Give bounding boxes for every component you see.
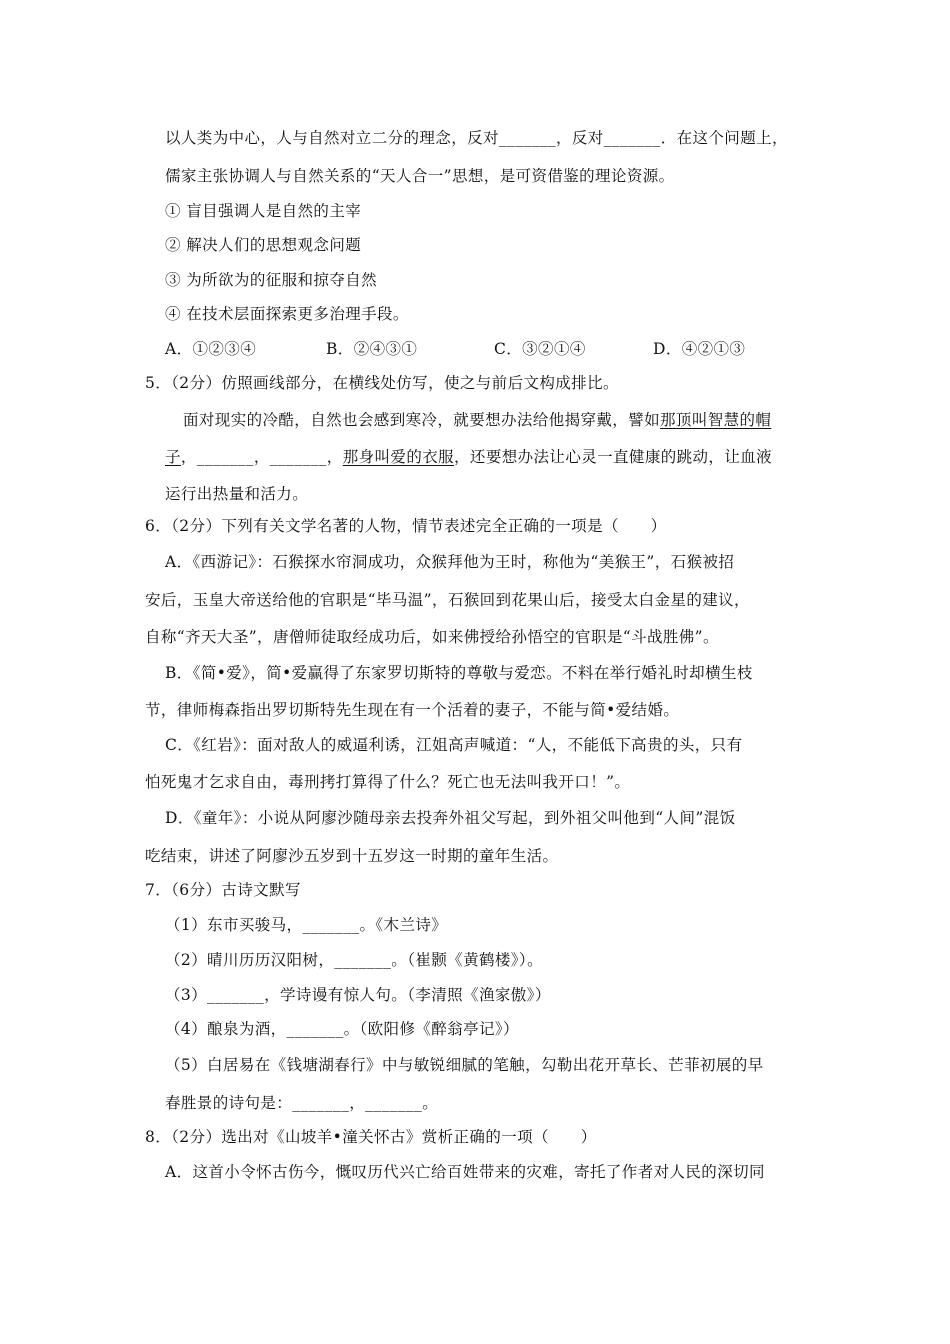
q4-option-b: B．②④③① xyxy=(326,340,418,358)
q4-option-c: C．③②①④ xyxy=(494,340,586,358)
q7-sub-4: （4）酿泉为酒，_______。（欧阳修《醉翁亭记》） xyxy=(165,1020,519,1038)
q7-stem: 7．（6分）古诗文默写 xyxy=(145,881,301,899)
q6-stem: 6．（2分）下列有关文学名著的人物，情节表述完全正确的一项是（ ） xyxy=(145,517,667,535)
q4-option-a: A．①②③④ xyxy=(165,340,257,358)
q5-stem: 5．（2分）仿照画线部分，在横线处仿写，使之与前后文构成排比。 xyxy=(145,374,619,392)
q6-option-d-line2: 吃结束，讲述了阿廖沙五岁到十五岁这一时期的童年生活。 xyxy=(145,847,559,865)
q6-option-b-line2: 节，律师梅森指出罗切斯特先生现在有一个活着的妻子，不能与简•爱结婚。 xyxy=(145,701,680,719)
q5-text: 面对现实的冷酷，自然也会感到寒冷，就要想办法给他揭穿戴，譬如 xyxy=(183,411,661,429)
q7-sub-5-line1: （5）白居易在《钱塘湖春行》中与敏锐细腻的笔触，勾勒出花开草长、芒菲初展的早 xyxy=(165,1056,764,1074)
q8-stem: 8．（2分）选出对《山坡羊•潼关怀古》赏析正确的一项（ ） xyxy=(145,1128,597,1146)
q5-text: ，还要想办法让心灵一直健康的跳动，让血液 xyxy=(454,448,773,466)
q4-line2: 儒家主张协调人与自然关系的“天人合一”思想，是可资借鉴的理论资源。 xyxy=(165,167,675,185)
q5-para-line3: 运行出热量和活力。 xyxy=(165,485,309,503)
q6-option-a-line3: 自称“齐天大圣”，唐僧师徒取经成功后，如来佛授给孙悟空的官职是“斗战胜佛”。 xyxy=(145,628,719,646)
q7-sub-2: （2）晴川历历汉阳树，_______。（崔颢《黄鹤楼》）。 xyxy=(165,951,543,969)
q4-item-3: ③ 为所欲为的征服和掠夺自然 xyxy=(165,271,378,289)
q4-item-2: ② 解决人们的思想观念问题 xyxy=(165,236,362,254)
q5-blanks: ，_______，_______， xyxy=(180,448,343,466)
q4-option-d: D．④②①③ xyxy=(653,340,746,358)
q5-underlined-phrase: 那顶叫智慧的帽 xyxy=(660,411,772,429)
q4-item-4: ④ 在技术层面探索更多治理手段。 xyxy=(165,305,409,323)
q6-option-c-line2: 怕死鬼才乞求自由，毒刑拷打算得了什么？死亡也无法叫我开口！”。 xyxy=(145,773,631,791)
q7-sub-5-line2: 春胜景的诗句是：_______，_______。 xyxy=(165,1094,439,1112)
q5-para-line1 xyxy=(183,410,771,430)
q5-underlined-phrase: 子 xyxy=(165,448,181,466)
q5-para-line2 xyxy=(165,447,772,467)
q7-sub-3: （3）_______，学诗谩有惊人句。（李清照《渔家傲》） xyxy=(165,986,551,1004)
q6-option-a-line2: 安后，玉皇大帝送给他的官职是“毕马温”，石猴回到花果山后，接受太白金星的建议， xyxy=(145,591,750,609)
q8-option-a-line1: A．这首小令怀古伤今，慨叹历代兴亡给百姓带来的灾难，寄托了作者对人民的深切同 xyxy=(165,1163,765,1181)
q4-item-1: ① 盲目强调人是自然的主宰 xyxy=(165,202,362,220)
q5-underlined-phrase-2: 那身叫爱的衣服 xyxy=(342,448,455,466)
q7-sub-1: （1）东市买骏马，_______。《木兰诗》 xyxy=(165,916,448,934)
q6-option-d-line1: D．《童年》：小说从阿廖沙随母亲去投奔外祖父写起，到外祖父叫他到“人间”混饭 xyxy=(165,809,736,827)
q6-option-a-line1: A．《西游记》：石猴探水帘洞成功，众猴拜他为王时，称他为“美猴王”，石猴被招 xyxy=(165,553,735,571)
q4-line1: 以人类为中心，人与自然对立二分的理念，反对_______，反对_______．在这个问题上， xyxy=(165,129,788,147)
q6-option-b-line1: B．《简•爱》，简•爱赢得了东家罗切斯特的尊敬与爱恋。不料在举行婚礼时却横生枝 xyxy=(165,664,753,682)
q6-option-c-line1: C．《红岩》：面对敌人的威逼利诱，江姐高声喊道：“人，不能低下高贵的头，只有 xyxy=(165,736,743,754)
